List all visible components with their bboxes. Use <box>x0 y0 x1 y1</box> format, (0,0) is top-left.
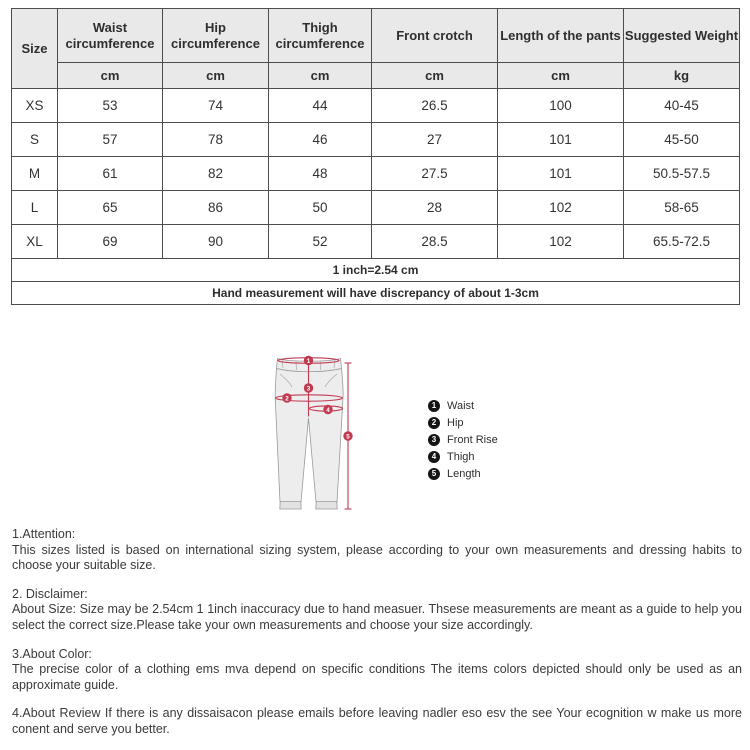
legend-number-badge: 5 <box>428 468 440 480</box>
unit-header: cm <box>269 63 372 89</box>
measurement-cell: 65 <box>58 191 163 225</box>
note-heading: 1.Attention: <box>12 527 76 541</box>
legend-item-waist <box>428 397 498 414</box>
note-about-review <box>12 706 742 737</box>
measurement-cell: 44 <box>269 89 372 123</box>
measurement-cell: 50.5-57.5 <box>624 157 740 191</box>
measurement-cell: 45-50 <box>624 123 740 157</box>
thigh-marker-number: 4 <box>326 406 330 414</box>
measurement-cell: 102 <box>498 225 624 259</box>
table-row-m <box>12 157 740 191</box>
legend-label: Front Rise <box>447 433 498 446</box>
table-row-s <box>12 123 740 157</box>
unit-header: cm <box>58 63 163 89</box>
length-marker-number: 5 <box>346 433 350 441</box>
note-body: The precise color of a clothing ems mva depend on specific conditions The items colors depicted should only be used as an approximate guide. <box>12 662 742 692</box>
note-heading: 3.About Color: <box>12 646 92 661</box>
legend-label: Hip <box>447 416 464 429</box>
measurement-cell: 100 <box>498 89 624 123</box>
row-size-label: S <box>12 123 58 157</box>
row-size-label: XL <box>12 225 58 259</box>
note-attention <box>12 527 742 574</box>
measurement-cell: 82 <box>163 157 269 191</box>
unit-header: cm <box>372 63 498 89</box>
pants-diagram <box>272 352 362 514</box>
measurement-cell: 58-65 <box>624 191 740 225</box>
legend-item-thigh <box>428 448 498 465</box>
measurement-tolerance-row <box>12 282 740 305</box>
measurement-cell: 26.5 <box>372 89 498 123</box>
pants-outline <box>275 359 343 510</box>
measurement-cell: 78 <box>163 123 269 157</box>
measurement-cell: 90 <box>163 225 269 259</box>
measurement-cell: 48 <box>269 157 372 191</box>
legend-item-hip <box>428 414 498 431</box>
note-body: About Size: Size may be 2.54cm 1 1inch inaccuracy due to hand measuer. Thsese measurements are meant as a guide to help you select the correct size.Please take your own measurements and choose your size accordingly. <box>12 602 742 632</box>
measurement-cell: 102 <box>498 191 624 225</box>
legend-item-length <box>428 465 498 482</box>
measurement-cell: 53 <box>58 89 163 123</box>
column-header-waist: Waist circumference <box>58 9 163 63</box>
legend-label: Thigh <box>447 450 475 463</box>
column-header-thigh: Thigh circumference <box>269 9 372 63</box>
measurement-cell: 27.5 <box>372 157 498 191</box>
note-disclaimer <box>12 587 742 634</box>
measurement-cell: 101 <box>498 123 624 157</box>
column-header-size: Size <box>12 9 58 89</box>
table-row-xs <box>12 89 740 123</box>
measurement-cell: 74 <box>163 89 269 123</box>
column-header-weight: Suggested Weight <box>624 9 740 63</box>
column-header-front-crotch: Front crotch <box>372 9 498 63</box>
measurement-cell: 65.5-72.5 <box>624 225 740 259</box>
pants-cuff-left <box>280 502 301 510</box>
measurement-cell: 27 <box>372 123 498 157</box>
measurement-tolerance-note: Hand measurement will have discrepancy of about 1-3cm <box>12 282 740 305</box>
measurement-cell: 86 <box>163 191 269 225</box>
measurement-cell: 69 <box>58 225 163 259</box>
column-header-hip: Hip circumference <box>163 9 269 63</box>
note-about-color <box>12 647 742 694</box>
unit-header: kg <box>624 63 740 89</box>
legend-number-badge: 1 <box>428 400 440 412</box>
unit-header: cm <box>498 63 624 89</box>
legend-label: Waist <box>447 399 475 412</box>
legend-item-front-rise <box>428 431 498 448</box>
row-size-label: M <box>12 157 58 191</box>
measurement-cell: 61 <box>58 157 163 191</box>
front-rise-marker-number: 3 <box>306 385 311 393</box>
measurement-cell: 46 <box>269 123 372 157</box>
row-size-label: XS <box>12 89 58 123</box>
pants-cuff-right <box>316 502 337 510</box>
hip-marker-number: 2 <box>285 395 289 403</box>
measurement-cell: 52 <box>269 225 372 259</box>
note-body: This sizes listed is based on international sizing system, please according to your own measurements and dressing habits to choose your suitable size. <box>12 542 742 573</box>
legend-label: Length <box>447 467 481 480</box>
measurement-cell: 40-45 <box>624 89 740 123</box>
note-heading: 2. Disclaimer: <box>12 586 88 601</box>
table-row-xl <box>12 225 740 259</box>
legend-number-badge: 3 <box>428 434 440 446</box>
measurement-cell: 57 <box>58 123 163 157</box>
measurement-cell: 50 <box>269 191 372 225</box>
legend-number-badge: 2 <box>428 417 440 429</box>
notes-section <box>12 527 742 750</box>
conversion-note-row <box>12 259 740 282</box>
column-header-length: Length of the pants <box>498 9 624 63</box>
row-size-label: L <box>12 191 58 225</box>
conversion-note: 1 inch=2.54 cm <box>12 259 740 282</box>
table-row-l <box>12 191 740 225</box>
measurement-cell: 28.5 <box>372 225 498 259</box>
measurement-legend <box>428 397 498 482</box>
unit-header: cm <box>163 63 269 89</box>
note-body: 4.About Review If there is any dissaisacon please emails before leaving nadler eso esv the see Your ecognition w make us more conent and serve you better. <box>12 706 742 736</box>
measurement-cell: 28 <box>372 191 498 225</box>
measurement-cell: 101 <box>498 157 624 191</box>
waist-marker-number: 1 <box>306 357 311 365</box>
legend-number-badge: 4 <box>428 451 440 463</box>
size-table <box>11 8 740 305</box>
